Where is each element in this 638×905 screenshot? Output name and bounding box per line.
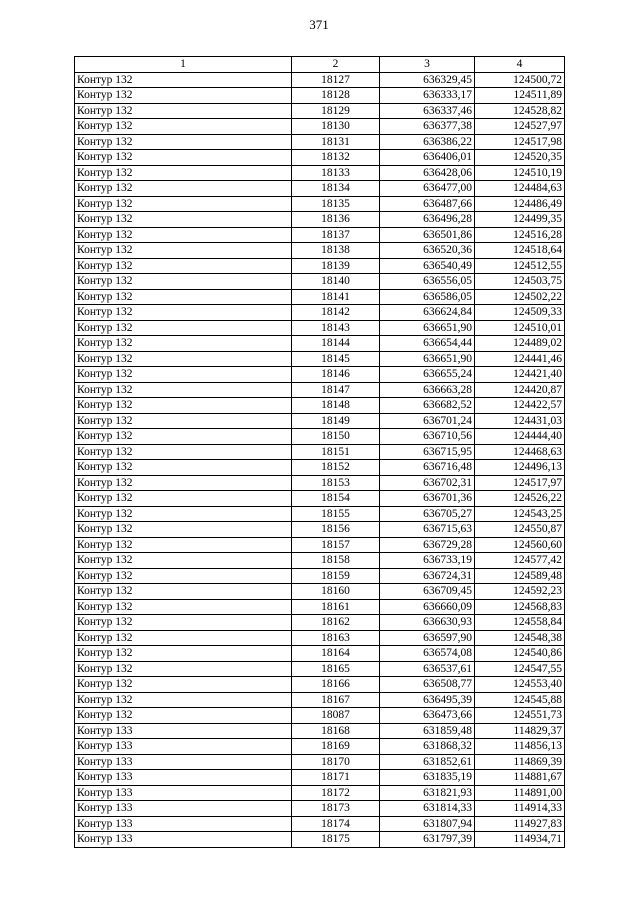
table-row [75, 274, 565, 290]
table-row [75, 258, 565, 274]
y-coordinate-cell: 124517,97 [475, 475, 565, 491]
column-header-2: 2 [292, 57, 380, 73]
point-number-cell: 18172 [292, 785, 380, 801]
x-coordinate-cell: 636477,00 [380, 181, 475, 197]
column-header-3: 3 [380, 57, 475, 73]
x-coordinate-cell: 636715,95 [380, 444, 475, 460]
y-coordinate-cell: 124500,72 [475, 72, 565, 88]
contour-cell: Контур 132 [75, 522, 292, 538]
y-coordinate-cell: 124589,48 [475, 568, 565, 584]
table-row [75, 119, 565, 135]
y-coordinate-cell: 114869,39 [475, 754, 565, 770]
contour-cell: Контур 133 [75, 832, 292, 848]
point-number-cell: 18141 [292, 289, 380, 305]
table-row [75, 522, 565, 538]
contour-cell: Контур 132 [75, 181, 292, 197]
table-row [75, 661, 565, 677]
table-row [75, 212, 565, 228]
y-coordinate-cell: 124510,19 [475, 165, 565, 181]
x-coordinate-cell: 636651,90 [380, 320, 475, 336]
table-row [75, 723, 565, 739]
table-row [75, 243, 565, 259]
table-row [75, 444, 565, 460]
y-coordinate-cell: 124560,60 [475, 537, 565, 553]
y-coordinate-cell: 124558,84 [475, 615, 565, 631]
table-row [75, 103, 565, 119]
point-number-cell: 18128 [292, 88, 380, 104]
x-coordinate-cell: 636709,45 [380, 584, 475, 600]
contour-cell: Контур 132 [75, 88, 292, 104]
point-number-cell: 18138 [292, 243, 380, 259]
point-number-cell: 18137 [292, 227, 380, 243]
y-coordinate-cell: 124512,55 [475, 258, 565, 274]
table-row [75, 320, 565, 336]
contour-cell: Контур 132 [75, 274, 292, 290]
x-coordinate-cell: 636508,77 [380, 677, 475, 693]
table-row [75, 181, 565, 197]
y-coordinate-cell: 124518,64 [475, 243, 565, 259]
y-coordinate-cell: 124420,87 [475, 382, 565, 398]
point-number-cell: 18147 [292, 382, 380, 398]
y-coordinate-cell: 124517,98 [475, 134, 565, 150]
y-coordinate-cell: 114927,83 [475, 816, 565, 832]
point-number-cell: 18163 [292, 630, 380, 646]
x-coordinate-cell: 636386,22 [380, 134, 475, 150]
y-coordinate-cell: 124540,86 [475, 646, 565, 662]
contour-cell: Контур 132 [75, 212, 292, 228]
x-coordinate-cell: 631807,94 [380, 816, 475, 832]
contour-cell: Контур 133 [75, 816, 292, 832]
table-row [75, 739, 565, 755]
point-number-cell: 18151 [292, 444, 380, 460]
y-coordinate-cell: 124528,82 [475, 103, 565, 119]
y-coordinate-cell: 124503,75 [475, 274, 565, 290]
contour-cell: Контур 132 [75, 382, 292, 398]
table-row [75, 165, 565, 181]
x-coordinate-cell: 636701,24 [380, 413, 475, 429]
point-number-cell: 18131 [292, 134, 380, 150]
y-coordinate-cell: 124520,35 [475, 150, 565, 166]
y-coordinate-cell: 114829,37 [475, 723, 565, 739]
y-coordinate-cell: 124548,38 [475, 630, 565, 646]
x-coordinate-cell: 636654,44 [380, 336, 475, 352]
table-row [75, 646, 565, 662]
x-coordinate-cell: 636406,01 [380, 150, 475, 166]
table-row [75, 537, 565, 553]
y-coordinate-cell: 114934,71 [475, 832, 565, 848]
x-coordinate-cell: 636710,56 [380, 429, 475, 445]
table-row [75, 832, 565, 848]
contour-cell: Контур 132 [75, 661, 292, 677]
point-number-cell: 18155 [292, 506, 380, 522]
contour-cell: Контур 132 [75, 568, 292, 584]
point-number-cell: 18136 [292, 212, 380, 228]
x-coordinate-cell: 631835,19 [380, 770, 475, 786]
point-number-cell: 18169 [292, 739, 380, 755]
y-coordinate-cell: 124431,03 [475, 413, 565, 429]
x-coordinate-cell: 631821,93 [380, 785, 475, 801]
table-row [75, 88, 565, 104]
table-row [75, 475, 565, 491]
table-row [75, 615, 565, 631]
table-row [75, 150, 565, 166]
x-coordinate-cell: 631797,39 [380, 832, 475, 848]
y-coordinate-cell: 124550,87 [475, 522, 565, 538]
y-coordinate-cell: 124499,35 [475, 212, 565, 228]
point-number-cell: 18146 [292, 367, 380, 383]
contour-cell: Контур 132 [75, 103, 292, 119]
x-coordinate-cell: 636537,61 [380, 661, 475, 677]
x-coordinate-cell: 631852,61 [380, 754, 475, 770]
column-header-4: 4 [475, 57, 565, 73]
table-row [75, 72, 565, 88]
contour-cell: Контур 133 [75, 723, 292, 739]
table-row [75, 770, 565, 786]
point-number-cell: 18149 [292, 413, 380, 429]
y-coordinate-cell: 124422,57 [475, 398, 565, 414]
point-number-cell: 18087 [292, 708, 380, 724]
table-row [75, 708, 565, 724]
x-coordinate-cell: 636473,66 [380, 708, 475, 724]
x-coordinate-cell: 636733,19 [380, 553, 475, 569]
point-number-cell: 18168 [292, 723, 380, 739]
table-row [75, 506, 565, 522]
point-number-cell: 18173 [292, 801, 380, 817]
point-number-cell: 18160 [292, 584, 380, 600]
y-coordinate-cell: 124551,73 [475, 708, 565, 724]
contour-cell: Контур 132 [75, 165, 292, 181]
point-number-cell: 18134 [292, 181, 380, 197]
table-row [75, 630, 565, 646]
contour-cell: Контур 132 [75, 305, 292, 321]
point-number-cell: 18145 [292, 351, 380, 367]
contour-cell: Контур 132 [75, 460, 292, 476]
x-coordinate-cell: 636724,31 [380, 568, 475, 584]
y-coordinate-cell: 124486,49 [475, 196, 565, 212]
contour-cell: Контур 132 [75, 506, 292, 522]
point-number-cell: 18130 [292, 119, 380, 135]
y-coordinate-cell: 124502,22 [475, 289, 565, 305]
point-number-cell: 18139 [292, 258, 380, 274]
y-coordinate-cell: 124547,55 [475, 661, 565, 677]
contour-cell: Контур 132 [75, 258, 292, 274]
x-coordinate-cell: 636663,28 [380, 382, 475, 398]
table-row [75, 289, 565, 305]
x-coordinate-cell: 631868,32 [380, 739, 475, 755]
y-coordinate-cell: 124509,33 [475, 305, 565, 321]
x-coordinate-cell: 636660,09 [380, 599, 475, 615]
point-number-cell: 18157 [292, 537, 380, 553]
y-coordinate-cell: 124526,22 [475, 491, 565, 507]
y-coordinate-cell: 124577,42 [475, 553, 565, 569]
point-number-cell: 18150 [292, 429, 380, 445]
contour-cell: Контур 132 [75, 119, 292, 135]
contour-cell: Контур 132 [75, 351, 292, 367]
table-header-row [75, 57, 565, 73]
point-number-cell: 18152 [292, 460, 380, 476]
table-row [75, 785, 565, 801]
x-coordinate-cell: 636377,38 [380, 119, 475, 135]
x-coordinate-cell: 636705,27 [380, 506, 475, 522]
point-number-cell: 18159 [292, 568, 380, 584]
contour-cell: Контур 132 [75, 491, 292, 507]
table-row [75, 413, 565, 429]
table-row [75, 677, 565, 693]
y-coordinate-cell: 124511,89 [475, 88, 565, 104]
table-row [75, 568, 565, 584]
table-row [75, 801, 565, 817]
y-coordinate-cell: 114856,13 [475, 739, 565, 755]
point-number-cell: 18132 [292, 150, 380, 166]
table-row [75, 754, 565, 770]
x-coordinate-cell: 636520,36 [380, 243, 475, 259]
x-coordinate-cell: 636651,90 [380, 351, 475, 367]
point-number-cell: 18161 [292, 599, 380, 615]
point-number-cell: 18166 [292, 677, 380, 693]
point-number-cell: 18135 [292, 196, 380, 212]
x-coordinate-cell: 636333,17 [380, 88, 475, 104]
table-row [75, 429, 565, 445]
x-coordinate-cell: 636574,08 [380, 646, 475, 662]
x-coordinate-cell: 636655,24 [380, 367, 475, 383]
y-coordinate-cell: 124527,97 [475, 119, 565, 135]
x-coordinate-cell: 636501,86 [380, 227, 475, 243]
table-row [75, 382, 565, 398]
x-coordinate-cell: 636329,45 [380, 72, 475, 88]
contour-cell: Контур 133 [75, 770, 292, 786]
point-number-cell: 18158 [292, 553, 380, 569]
table-row [75, 367, 565, 383]
point-number-cell: 18154 [292, 491, 380, 507]
contour-cell: Контур 132 [75, 429, 292, 445]
contour-cell: Контур 132 [75, 320, 292, 336]
point-number-cell: 18171 [292, 770, 380, 786]
y-coordinate-cell: 124496,13 [475, 460, 565, 476]
contour-cell: Контур 132 [75, 398, 292, 414]
x-coordinate-cell: 636630,93 [380, 615, 475, 631]
table-row [75, 599, 565, 615]
table-row [75, 584, 565, 600]
x-coordinate-cell: 636702,31 [380, 475, 475, 491]
point-number-cell: 18129 [292, 103, 380, 119]
table-row [75, 134, 565, 150]
table-row [75, 398, 565, 414]
y-coordinate-cell: 124468,63 [475, 444, 565, 460]
table-row [75, 816, 565, 832]
y-coordinate-cell: 124510,01 [475, 320, 565, 336]
x-coordinate-cell: 636337,46 [380, 103, 475, 119]
column-header-1: 1 [75, 57, 292, 73]
contour-cell: Контур 132 [75, 336, 292, 352]
point-number-cell: 18165 [292, 661, 380, 677]
table-row [75, 460, 565, 476]
table-row [75, 336, 565, 352]
y-coordinate-cell: 124592,23 [475, 584, 565, 600]
contour-cell: Контур 132 [75, 630, 292, 646]
contour-cell: Контур 132 [75, 413, 292, 429]
table-row [75, 491, 565, 507]
point-number-cell: 18156 [292, 522, 380, 538]
contour-cell: Контур 132 [75, 196, 292, 212]
x-coordinate-cell: 636624,84 [380, 305, 475, 321]
x-coordinate-cell: 636716,48 [380, 460, 475, 476]
contour-cell: Контур 132 [75, 677, 292, 693]
contour-cell: Контур 132 [75, 708, 292, 724]
y-coordinate-cell: 114914,33 [475, 801, 565, 817]
y-coordinate-cell: 124441,46 [475, 351, 565, 367]
table-row [75, 553, 565, 569]
contour-cell: Контур 132 [75, 553, 292, 569]
contour-cell: Контур 132 [75, 615, 292, 631]
point-number-cell: 18144 [292, 336, 380, 352]
contour-cell: Контур 132 [75, 646, 292, 662]
table-row [75, 227, 565, 243]
point-number-cell: 18127 [292, 72, 380, 88]
point-number-cell: 18133 [292, 165, 380, 181]
contour-cell: Контур 132 [75, 243, 292, 259]
coordinates-table [74, 56, 565, 848]
table-row [75, 692, 565, 708]
page-number: 371 [309, 17, 329, 32]
y-coordinate-cell: 124444,40 [475, 429, 565, 445]
y-coordinate-cell: 124516,28 [475, 227, 565, 243]
contour-cell: Контур 133 [75, 754, 292, 770]
contour-cell: Контур 133 [75, 801, 292, 817]
y-coordinate-cell: 114881,67 [475, 770, 565, 786]
x-coordinate-cell: 636496,28 [380, 212, 475, 228]
contour-cell: Контур 132 [75, 72, 292, 88]
x-coordinate-cell: 636556,05 [380, 274, 475, 290]
contour-cell: Контур 132 [75, 584, 292, 600]
x-coordinate-cell: 636701,36 [380, 491, 475, 507]
contour-cell: Контур 133 [75, 739, 292, 755]
point-number-cell: 18140 [292, 274, 380, 290]
table-body [75, 72, 565, 847]
x-coordinate-cell: 636682,52 [380, 398, 475, 414]
x-coordinate-cell: 636586,05 [380, 289, 475, 305]
contour-cell: Контур 132 [75, 475, 292, 491]
point-number-cell: 18162 [292, 615, 380, 631]
contour-cell: Контур 133 [75, 785, 292, 801]
point-number-cell: 18170 [292, 754, 380, 770]
x-coordinate-cell: 636487,66 [380, 196, 475, 212]
x-coordinate-cell: 636540,49 [380, 258, 475, 274]
contour-cell: Контур 132 [75, 289, 292, 305]
x-coordinate-cell: 636729,28 [380, 537, 475, 553]
y-coordinate-cell: 124545,88 [475, 692, 565, 708]
point-number-cell: 18153 [292, 475, 380, 491]
point-number-cell: 18167 [292, 692, 380, 708]
point-number-cell: 18142 [292, 305, 380, 321]
contour-cell: Контур 132 [75, 692, 292, 708]
x-coordinate-cell: 636495,39 [380, 692, 475, 708]
contour-cell: Контур 132 [75, 227, 292, 243]
table-row [75, 305, 565, 321]
table-row [75, 196, 565, 212]
contour-cell: Контур 132 [75, 599, 292, 615]
contour-cell: Контур 132 [75, 134, 292, 150]
contour-cell: Контур 132 [75, 537, 292, 553]
table-row [75, 351, 565, 367]
y-coordinate-cell: 124543,25 [475, 506, 565, 522]
x-coordinate-cell: 636715,63 [380, 522, 475, 538]
y-coordinate-cell: 124568,83 [475, 599, 565, 615]
contour-cell: Контур 132 [75, 150, 292, 166]
y-coordinate-cell: 114891,00 [475, 785, 565, 801]
y-coordinate-cell: 124553,40 [475, 677, 565, 693]
x-coordinate-cell: 636428,06 [380, 165, 475, 181]
x-coordinate-cell: 631859,48 [380, 723, 475, 739]
point-number-cell: 18164 [292, 646, 380, 662]
contour-cell: Контур 132 [75, 367, 292, 383]
point-number-cell: 18175 [292, 832, 380, 848]
x-coordinate-cell: 631814,33 [380, 801, 475, 817]
point-number-cell: 18143 [292, 320, 380, 336]
y-coordinate-cell: 124421,40 [475, 367, 565, 383]
point-number-cell: 18148 [292, 398, 380, 414]
point-number-cell: 18174 [292, 816, 380, 832]
x-coordinate-cell: 636597,90 [380, 630, 475, 646]
y-coordinate-cell: 124484,63 [475, 181, 565, 197]
contour-cell: Контур 132 [75, 444, 292, 460]
y-coordinate-cell: 124489,02 [475, 336, 565, 352]
